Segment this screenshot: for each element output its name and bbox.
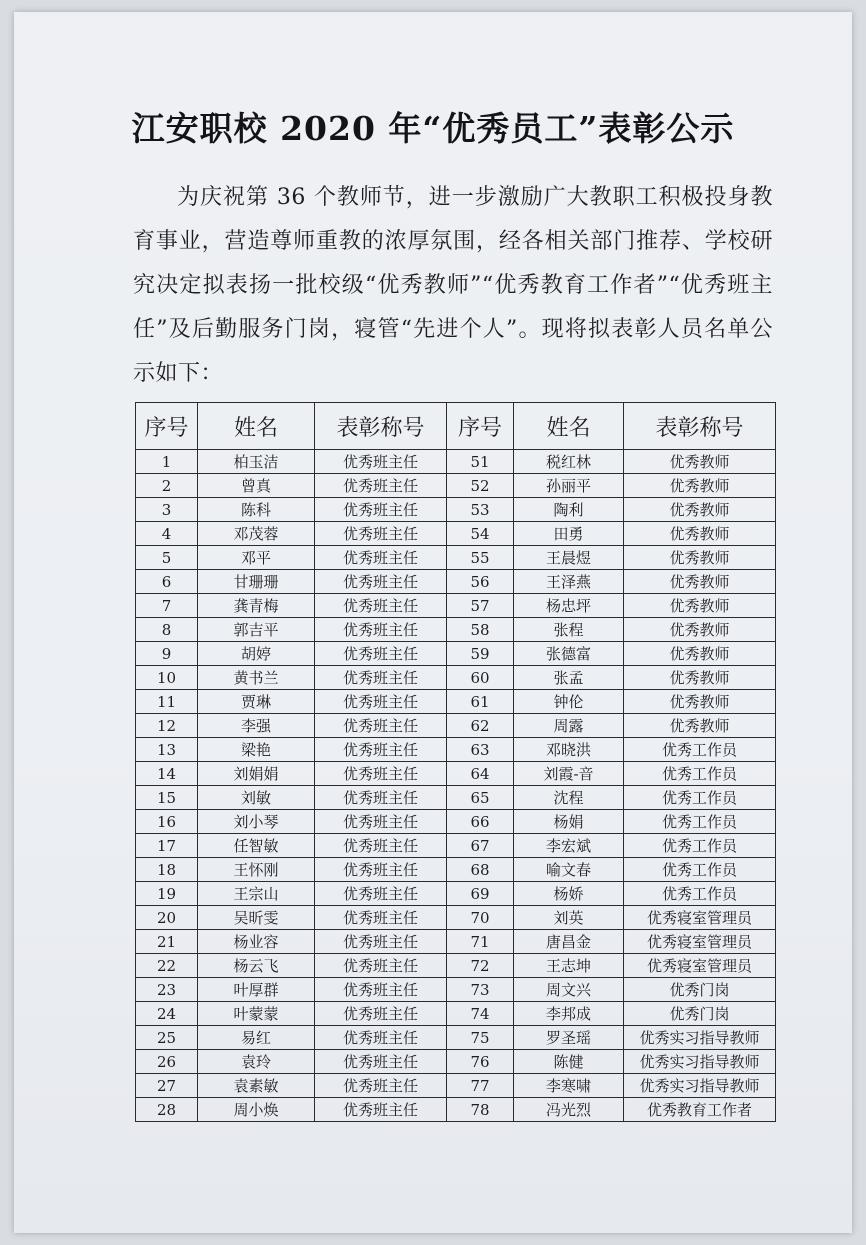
table-row: [136, 1074, 776, 1098]
cell-name: 甘珊珊: [198, 570, 315, 594]
cell-name: 叶厚群: [198, 978, 315, 1002]
cell-name: 邓晓洪: [514, 738, 624, 762]
cell-award: 优秀工作员: [624, 882, 776, 906]
cell-name: 冯光烈: [514, 1098, 624, 1122]
cell-name: 杨娟: [514, 810, 624, 834]
cell-index: 78: [447, 1098, 514, 1122]
cell-award: 优秀班主任: [315, 1002, 447, 1026]
cell-name: 曾真: [198, 474, 315, 498]
cell-index: 21: [136, 930, 198, 954]
cell-name: 刘英: [514, 906, 624, 930]
cell-award: 优秀工作员: [624, 762, 776, 786]
cell-name: 贾琳: [198, 690, 315, 714]
cell-index: 15: [136, 786, 198, 810]
table-row: [136, 1098, 776, 1122]
cell-index: 52: [447, 474, 514, 498]
cell-index: 18: [136, 858, 198, 882]
table-row: [136, 642, 776, 666]
cell-award: 优秀工作员: [624, 858, 776, 882]
cell-name: 刘小琴: [198, 810, 315, 834]
table-row: [136, 546, 776, 570]
table-row: [136, 954, 776, 978]
cell-name: 龚青梅: [198, 594, 315, 618]
table-row: [136, 786, 776, 810]
cell-name: 陶利: [514, 498, 624, 522]
cell-index: 6: [136, 570, 198, 594]
cell-index: 5: [136, 546, 198, 570]
cell-award: 优秀班主任: [315, 738, 447, 762]
cell-name: 刘霞-音: [514, 762, 624, 786]
cell-index: 24: [136, 1002, 198, 1026]
cell-name: 陈健: [514, 1050, 624, 1074]
cell-index: 71: [447, 930, 514, 954]
cell-name: 李邦成: [514, 1002, 624, 1026]
cell-name: 王怀刚: [198, 858, 315, 882]
cell-award: 优秀实习指导教师: [624, 1050, 776, 1074]
cell-index: 60: [447, 666, 514, 690]
cell-award: 优秀班主任: [315, 834, 447, 858]
cell-name: 田勇: [514, 522, 624, 546]
cell-index: 62: [447, 714, 514, 738]
table-header-row: [136, 403, 776, 450]
cell-index: 68: [447, 858, 514, 882]
cell-index: 1: [136, 450, 198, 474]
table-row: [136, 666, 776, 690]
cell-award: 优秀班主任: [315, 762, 447, 786]
cell-award: 优秀班主任: [315, 882, 447, 906]
cell-name: 邓茂蓉: [198, 522, 315, 546]
cell-index: 23: [136, 978, 198, 1002]
cell-name: 杨业容: [198, 930, 315, 954]
cell-name: 吴昕雯: [198, 906, 315, 930]
cell-name: 孙丽平: [514, 474, 624, 498]
cell-award: 优秀班主任: [315, 546, 447, 570]
cell-index: 2: [136, 474, 198, 498]
cell-index: 12: [136, 714, 198, 738]
intro-paragraph: 为庆祝第 36 个教师节，进一步激励广大教职工积极投身教育事业，营造尊师重教的浓厚氛围，经各相关部门推荐、学校研究决定拟表扬一批校级“优秀教师”“优秀教育工作者”“优秀班主任”及后勤服务门岗，寝管“先进个人”。现将拟表彰人员名单公示如下：: [133, 185, 773, 386]
cell-award: 优秀教师: [624, 690, 776, 714]
cell-index: 77: [447, 1074, 514, 1098]
cell-name: 税红林: [514, 450, 624, 474]
cell-index: 9: [136, 642, 198, 666]
cell-name: 李宏斌: [514, 834, 624, 858]
cell-award: 优秀班主任: [315, 954, 447, 978]
cell-index: 8: [136, 618, 198, 642]
table-row: [136, 498, 776, 522]
cell-index: 53: [447, 498, 514, 522]
cell-index: 22: [136, 954, 198, 978]
cell-award: 优秀教师: [624, 450, 776, 474]
table-row: [136, 1002, 776, 1026]
table-row: [136, 906, 776, 930]
cell-award: 优秀班主任: [315, 714, 447, 738]
table-row: [136, 1050, 776, 1074]
cell-index: 59: [447, 642, 514, 666]
cell-index: 14: [136, 762, 198, 786]
cell-name: 陈科: [198, 498, 315, 522]
cell-award: 优秀教师: [624, 666, 776, 690]
cell-name: 刘敏: [198, 786, 315, 810]
cell-index: 16: [136, 810, 198, 834]
header-index-right: 序号: [447, 403, 514, 450]
header-index-left: 序号: [136, 403, 198, 450]
cell-index: 69: [447, 882, 514, 906]
table-row: [136, 1026, 776, 1050]
cell-name: 邓平: [198, 546, 315, 570]
cell-award: 优秀教师: [624, 498, 776, 522]
cell-index: 10: [136, 666, 198, 690]
cell-award: 优秀寝室管理员: [624, 954, 776, 978]
table-row: [136, 690, 776, 714]
cell-name: 袁素敏: [198, 1074, 315, 1098]
cell-name: 钟伦: [514, 690, 624, 714]
cell-name: 任智敏: [198, 834, 315, 858]
cell-award: 优秀班主任: [315, 666, 447, 690]
cell-award: 优秀班主任: [315, 786, 447, 810]
cell-index: 27: [136, 1074, 198, 1098]
cell-award: 优秀教育工作者: [624, 1098, 776, 1122]
cell-award: 优秀班主任: [315, 858, 447, 882]
cell-name: 杨忠坪: [514, 594, 624, 618]
cell-index: 72: [447, 954, 514, 978]
cell-award: 优秀教师: [624, 642, 776, 666]
cell-name: 刘娟娟: [198, 762, 315, 786]
table-body: [136, 450, 776, 1122]
cell-name: 喻文春: [514, 858, 624, 882]
cell-award: 优秀门岗: [624, 978, 776, 1002]
cell-award: 优秀班主任: [315, 642, 447, 666]
table-row: [136, 930, 776, 954]
cell-index: 54: [447, 522, 514, 546]
cell-index: 64: [447, 762, 514, 786]
cell-index: 61: [447, 690, 514, 714]
table-row: [136, 570, 776, 594]
cell-name: 周露: [514, 714, 624, 738]
cell-award: 优秀班主任: [315, 450, 447, 474]
cell-award: 优秀教师: [624, 594, 776, 618]
cell-index: 56: [447, 570, 514, 594]
header-title-left: 表彰称号: [315, 403, 447, 450]
cell-name: 易红: [198, 1026, 315, 1050]
header-title-right: 表彰称号: [624, 403, 776, 450]
cell-award: 优秀班主任: [315, 978, 447, 1002]
cell-index: 66: [447, 810, 514, 834]
cell-index: 55: [447, 546, 514, 570]
cell-name: 唐昌金: [514, 930, 624, 954]
cell-award: 优秀班主任: [315, 1050, 447, 1074]
cell-name: 王志坤: [514, 954, 624, 978]
cell-name: 李强: [198, 714, 315, 738]
cell-name: 叶蒙蒙: [198, 1002, 315, 1026]
cell-name: 周文兴: [514, 978, 624, 1002]
cell-name: 王宗山: [198, 882, 315, 906]
cell-index: 3: [136, 498, 198, 522]
cell-name: 柏玉洁: [198, 450, 315, 474]
honoree-table: [135, 402, 776, 1122]
cell-name: 张程: [514, 618, 624, 642]
cell-award: 优秀教师: [624, 570, 776, 594]
cell-name: 袁玲: [198, 1050, 315, 1074]
cell-award: 优秀班主任: [315, 522, 447, 546]
cell-award: 优秀教师: [624, 618, 776, 642]
cell-index: 11: [136, 690, 198, 714]
table-row: [136, 978, 776, 1002]
cell-index: 70: [447, 906, 514, 930]
cell-index: 65: [447, 786, 514, 810]
table-row: [136, 474, 776, 498]
cell-name: 沈程: [514, 786, 624, 810]
table-row: [136, 858, 776, 882]
cell-award: 优秀班主任: [315, 810, 447, 834]
cell-award: 优秀工作员: [624, 834, 776, 858]
cell-index: 67: [447, 834, 514, 858]
cell-award: 优秀教师: [624, 474, 776, 498]
cell-award: 优秀班主任: [315, 906, 447, 930]
cell-index: 74: [447, 1002, 514, 1026]
cell-name: 杨娇: [514, 882, 624, 906]
cell-name: 胡婷: [198, 642, 315, 666]
table-row: [136, 834, 776, 858]
cell-award: 优秀班主任: [315, 1098, 447, 1122]
cell-name: 黄书兰: [198, 666, 315, 690]
cell-award: 优秀工作员: [624, 786, 776, 810]
cell-award: 优秀班主任: [315, 618, 447, 642]
cell-award: 优秀班主任: [315, 474, 447, 498]
table-row: [136, 522, 776, 546]
cell-name: 周小焕: [198, 1098, 315, 1122]
cell-award: 优秀教师: [624, 522, 776, 546]
cell-award: 优秀班主任: [315, 690, 447, 714]
table-row: [136, 450, 776, 474]
table-row: [136, 762, 776, 786]
cell-award: 优秀班主任: [315, 1074, 447, 1098]
cell-index: 7: [136, 594, 198, 618]
cell-index: 19: [136, 882, 198, 906]
cell-award: 优秀班主任: [315, 498, 447, 522]
cell-index: 73: [447, 978, 514, 1002]
page-title: 江安职校 2020 年“优秀员工”表彰公示: [131, 109, 735, 148]
cell-index: 28: [136, 1098, 198, 1122]
cell-name: 张德富: [514, 642, 624, 666]
cell-index: 17: [136, 834, 198, 858]
cell-award: 优秀门岗: [624, 1002, 776, 1026]
cell-award: 优秀寝室管理员: [624, 930, 776, 954]
table-row: [136, 810, 776, 834]
cell-name: 郭吉平: [198, 618, 315, 642]
cell-name: 梁艳: [198, 738, 315, 762]
header-name-right: 姓名: [514, 403, 624, 450]
cell-index: 13: [136, 738, 198, 762]
table-row: [136, 618, 776, 642]
cell-name: 王泽燕: [514, 570, 624, 594]
cell-name: 李寒啸: [514, 1074, 624, 1098]
cell-award: 优秀实习指导教师: [624, 1026, 776, 1050]
cell-award: 优秀寝室管理员: [624, 906, 776, 930]
cell-award: 优秀实习指导教师: [624, 1074, 776, 1098]
cell-index: 58: [447, 618, 514, 642]
cell-index: 25: [136, 1026, 198, 1050]
cell-award: 优秀工作员: [624, 810, 776, 834]
cell-name: 王晨煜: [514, 546, 624, 570]
cell-index: 76: [447, 1050, 514, 1074]
cell-index: 63: [447, 738, 514, 762]
cell-index: 75: [447, 1026, 514, 1050]
cell-award: 优秀工作员: [624, 738, 776, 762]
table-row: [136, 882, 776, 906]
cell-index: 51: [447, 450, 514, 474]
cell-name: 张孟: [514, 666, 624, 690]
cell-award: 优秀教师: [624, 714, 776, 738]
cell-award: 优秀班主任: [315, 594, 447, 618]
cell-award: 优秀班主任: [315, 1026, 447, 1050]
table-row: [136, 738, 776, 762]
cell-name: 罗圣瑶: [514, 1026, 624, 1050]
cell-award: 优秀班主任: [315, 570, 447, 594]
header-name-left: 姓名: [198, 403, 315, 450]
cell-index: 57: [447, 594, 514, 618]
cell-award: 优秀教师: [624, 546, 776, 570]
cell-award: 优秀班主任: [315, 930, 447, 954]
cell-index: 26: [136, 1050, 198, 1074]
table-row: [136, 594, 776, 618]
cell-index: 4: [136, 522, 198, 546]
cell-name: 杨云飞: [198, 954, 315, 978]
table-row: [136, 714, 776, 738]
cell-index: 20: [136, 906, 198, 930]
